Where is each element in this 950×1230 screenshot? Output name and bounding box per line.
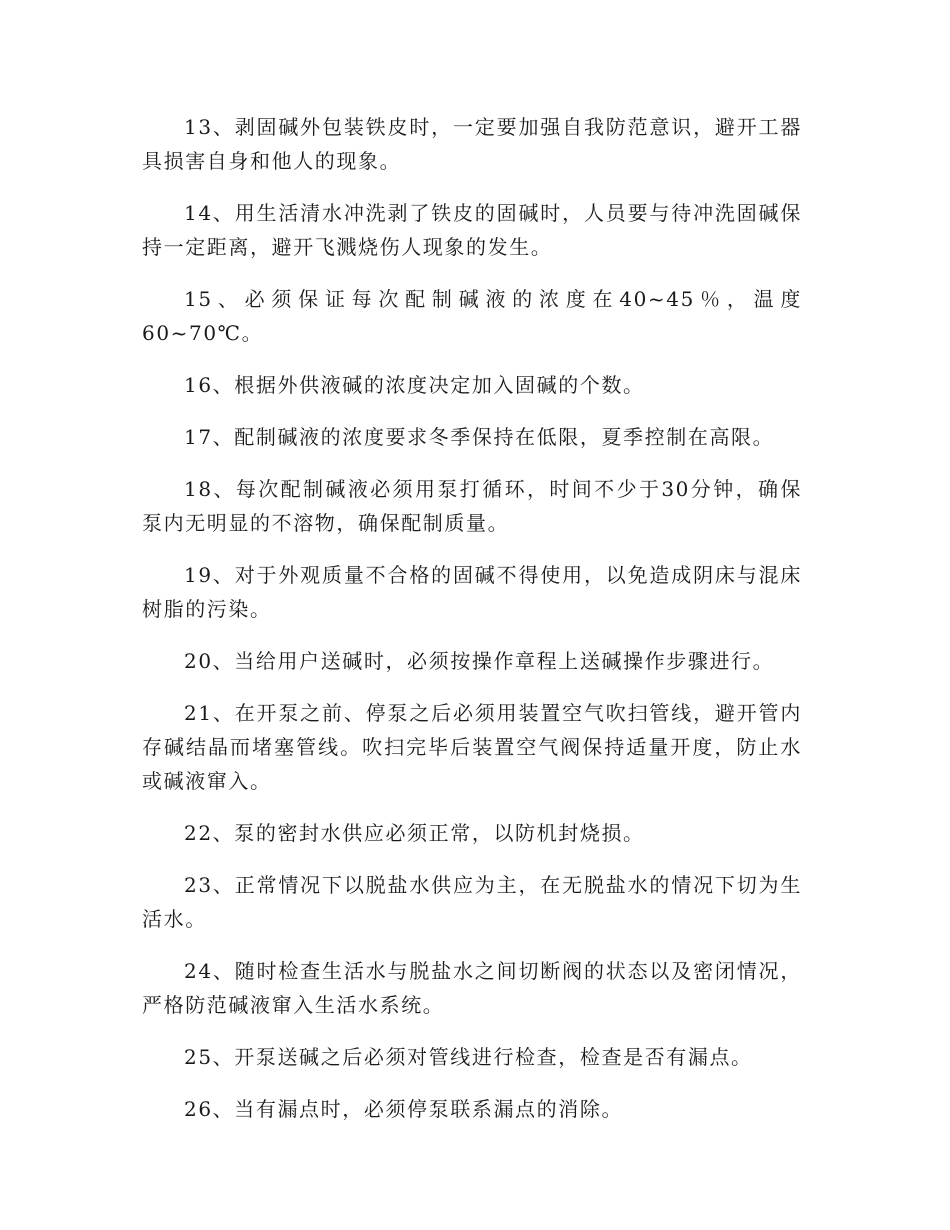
paragraph-20: 20、当给用户送碱时，必须按操作章程上送碱操作步骤进行。 — [184, 649, 775, 673]
paragraph-14: 14、用生活清水冲洗剥了铁皮的固碱时，人员要与待冲洗固碱保持一定距离，避开飞溅烧伤人现象的发生。 — [142, 201, 802, 259]
paragraph-21: 21、在开泵之前、停泵之后必须用装置空气吹扫管线，避开管内存碱结晶而堵塞管线。吹扫完毕后装置空气阀保持适量开度，防止水或碱液窜入。 — [142, 701, 802, 793]
paragraph-22: 22、泵的密封水供应必须正常，以防机封烧损。 — [184, 821, 645, 845]
paragraph-15: 15、必须保证每次配制碱液的浓度在40~45％，温度60~70℃。 — [142, 287, 802, 345]
paragraph-13: 13、剥固碱外包装铁皮时，一定要加强自我防范意识，避开工器具损害自身和他人的现象。 — [142, 115, 802, 173]
paragraph-19: 19、对于外观质量不合格的固碱不得使用，以免造成阴床与混床树脂的污染。 — [142, 563, 802, 621]
paragraph-25: 25、开泵送碱之后必须对管线进行检查，检查是否有漏点。 — [184, 1045, 753, 1069]
paragraph-26: 26、当有漏点时，必须停泵联系漏点的消除。 — [184, 1097, 624, 1121]
paragraph-24: 24、随时检查生活水与脱盐水之间切断阀的状态以及密闭情况，严格防范碱液窜入生活水系统。 — [142, 959, 802, 1017]
paragraph-23: 23、正常情况下以脱盐水供应为主，在无脱盐水的情况下切为生活水。 — [142, 873, 802, 931]
document-body — [142, 110, 802, 1144]
paragraph-16: 16、根据外供液碱的浓度决定加入固碱的个数。 — [184, 373, 645, 397]
paragraph-17: 17、配制碱液的浓度要求冬季保持在低限，夏季控制在高限。 — [184, 425, 775, 449]
paragraph-18: 18、每次配制碱液必须用泵打循环，时间不少于30分钟，确保泵内无明显的不溶物，确保配制质量。 — [142, 477, 802, 535]
